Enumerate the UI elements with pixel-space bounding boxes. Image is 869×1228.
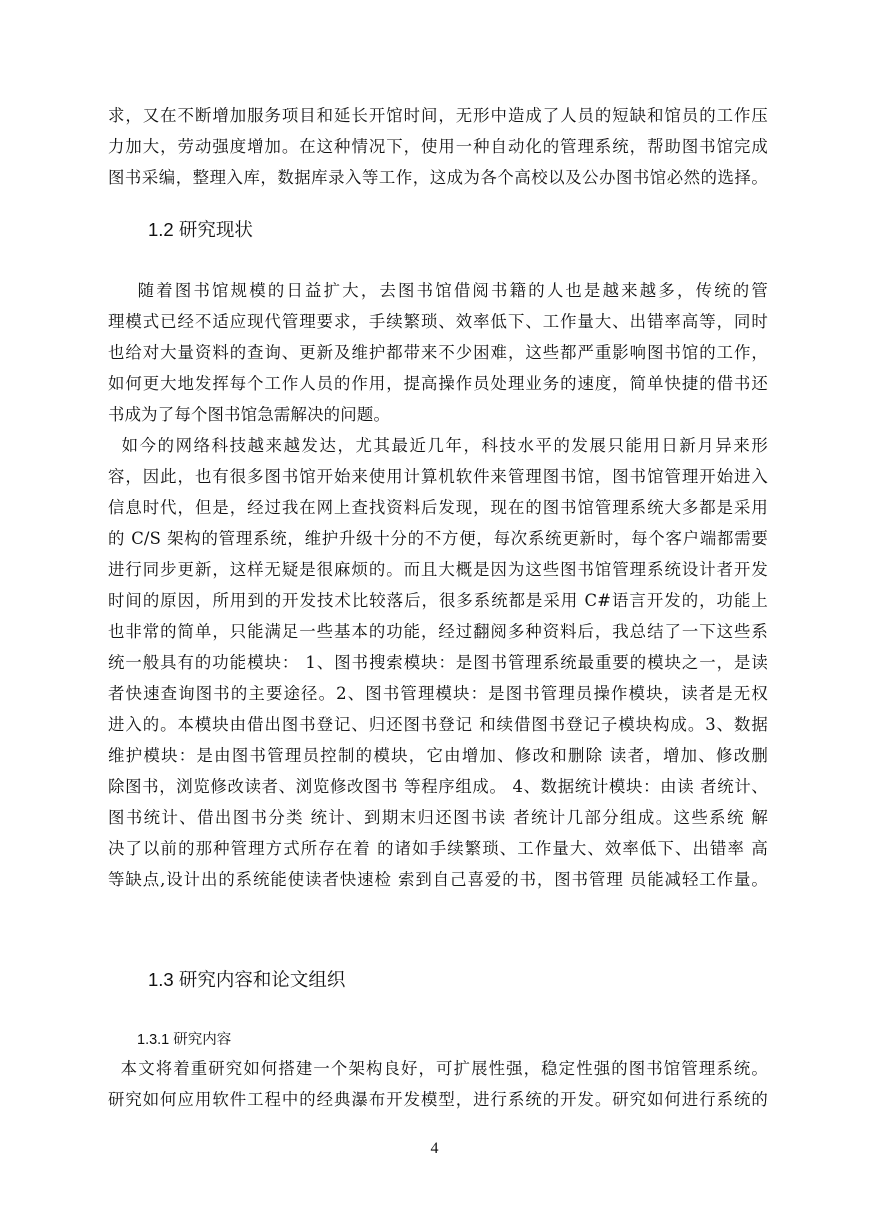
text-line: 进入的。本模块由借出图书登记、归还图书登记 和续借图书登记子模块构成。3、数据	[108, 715, 768, 734]
text-line: 图书统计、借出图书分类 统计、到期末归还图书读 者统计几部分组成。这些系统 解	[108, 808, 768, 827]
status-paragraph-1	[108, 275, 768, 430]
text-line: 也非常的简单，只能满足一些基本的功能，经过翻阅多种资料后，我总结了一下这些系	[108, 622, 768, 641]
text-line: 研究如何应用软件工程中的经典瀑布开发模型，进行系统的开发。研究如何进行系统的	[108, 1090, 768, 1109]
text-line: 时间的原因，所用到的开发技术比较落后，很多系统都是采用 C#语言开发的，功能上	[108, 591, 768, 610]
text-line: 的 C/S 架构的管理系统，维护升级十分的不方便，每次系统更新时，每个客户端都需要	[108, 529, 768, 548]
text-line: 图书采编，整理入库，数据库录入等工作，这成为各个高校以及公办图书馆必然的选择。	[108, 168, 768, 187]
text-line: 理模式已经不适应现代管理要求，手续繁琐、效率低下、工作量大、出错率高等，同时	[108, 312, 768, 331]
text-line: 书成为了每个图书馆急需解决的问题。	[108, 405, 391, 424]
section-heading-1-2: 1.2 研究现状	[148, 219, 253, 240]
subsection-heading-1-3-1: 1.3.1 研究内容	[137, 1032, 232, 1048]
text-line: 除图书，浏览修改读者、浏览修改图书 等程序组成。 4、数据统计模块：由读 者统计、	[108, 777, 768, 796]
page-number: 4	[430, 1140, 439, 1157]
text-line: 容，因此，也有很多图书馆开始来使用计算机软件来管理图书馆，图书馆管理开始进入	[108, 467, 768, 486]
text-line: 如何更大地发挥每个工作人员的作用，提高操作员处理业务的速度，简单快捷的借书还	[108, 374, 768, 393]
text-line: 决了以前的那种管理方式所存在着 的诸如手续繁琐、工作量大、效率低下、出错率 高	[108, 839, 768, 858]
text-line: 等缺点,设计出的系统能使读者快速检 索到自己喜爱的书，图书管理 员能减轻工作量。	[108, 870, 768, 889]
text-line: 本文将着重研究如何搭建一个架构良好，可扩展性强，稳定性强的图书馆管理系统。	[108, 1059, 768, 1078]
text-line: 进行同步更新，这样无疑是很麻烦的。而且大概是因为这些图书馆管理系统设计者开发	[108, 560, 768, 579]
text-line: 力加大，劳动强度增加。在这种情况下，使用一种自动化的管理系统，帮助图书馆完成	[108, 137, 768, 156]
section-heading-1-3: 1.3 研究内容和论文组织	[148, 969, 346, 990]
content-paragraph	[108, 1053, 768, 1115]
text-line: 也给对大量资料的查询、更新及维护都带来不少困难，这些都严重影响图书馆的工作，	[108, 343, 768, 362]
text-line: 如今的网络科技越来越发达，尤其最近几年，科技水平的发展只能用日新月异来形	[108, 436, 768, 455]
text-line: 者快速查询图书的主要途径。2、图书管理模块：是图书管理员操作模块，读者是无权	[108, 684, 768, 703]
status-paragraph-2	[108, 430, 768, 895]
text-line: 维护模块：是由图书管理员控制的模块，它由增加、修改和删除 读者，增加、修改删	[108, 746, 768, 765]
text-line: 统一般具有的功能模块： 1、图书搜索模块：是图书管理系统最重要的模块之一，是读	[108, 653, 768, 672]
intro-paragraph	[108, 100, 768, 193]
text-line: 随着图书馆规模的日益扩大，去图书馆借阅书籍的人也是越来越多，传统的管	[108, 281, 768, 300]
text-line: 信息时代，但是，经过我在网上查找资料后发现，现在的图书馆管理系统大多都是采用	[108, 498, 768, 517]
text-line: 求，又在不断增加服务项目和延长开馆时间，无形中造成了人员的短缺和馆员的工作压	[108, 106, 768, 125]
